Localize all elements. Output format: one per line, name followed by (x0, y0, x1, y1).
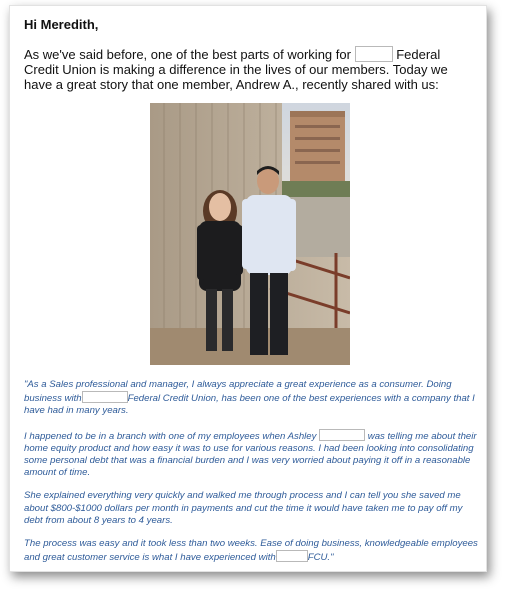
testimonial-paragraph-1 (24, 379, 482, 418)
member-photo-image (150, 103, 350, 365)
redacted-name-box (355, 46, 393, 62)
testimonial-paragraph-4 (24, 538, 482, 564)
redacted-name-box (319, 429, 365, 441)
testimonial-text: "As a Sales professional and manager, I always appreciate a great experience as a consumer. Doing business with (24, 379, 452, 405)
intro-text-2: Federal Credit Union is making a difference in the lives of our members. Today we have a great story that one member, Andrew A., recently shared with us: (24, 47, 448, 92)
member-photo (150, 103, 350, 365)
testimonial-text: I happened to be in a branch with one of my employees when Ashley (24, 430, 317, 442)
testimonial-text: FCU." (307, 552, 334, 564)
redacted-name-box (276, 550, 308, 562)
testimonial-text: The process was easy and it took less than two weeks. Ease of doing business, knowledgeable employees and great customer service is what I have experienced with (24, 538, 478, 564)
intro-text-1: As we've said before, one of the best parts of working for (24, 47, 351, 62)
testimonial-paragraph-2 (24, 429, 482, 480)
testimonial-paragraph-3 (24, 490, 482, 527)
testimonial-text: She explained everything very quickly and walked me through process and I can tell you she saved me about $800-$1000 dollars per month in payments and cut the time it would have taken me to pay off my debt from about 8 years to 4 years. (24, 490, 463, 526)
greeting: Hi Meredith, (24, 17, 99, 32)
email-card (9, 5, 487, 572)
testimonial-text: was telling me about their home equity product and how easy it was to use for various reasons. I had been looking into consolidating some personal debt that was a financial burden and I was very worried about paying it off in a reasonable amount of time. (24, 430, 477, 479)
intro-paragraph (24, 46, 476, 92)
testimonial (24, 379, 482, 575)
redacted-name-box (82, 391, 128, 403)
testimonial-text: Federal Credit Union, has been one of the best experiences with a company that I have had in many years. (24, 393, 475, 417)
